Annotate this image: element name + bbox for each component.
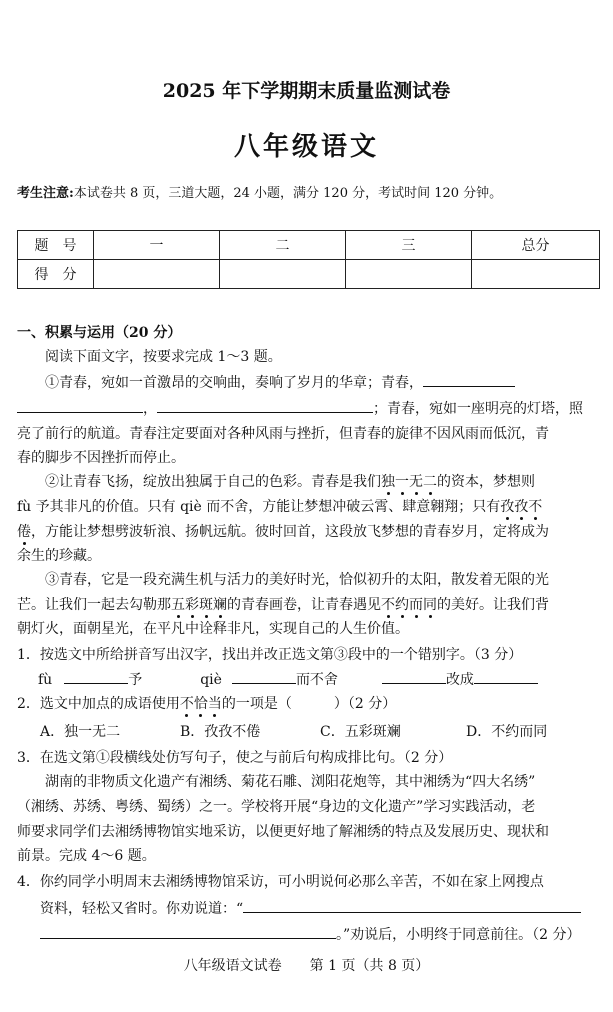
table-cell: 题 号 xyxy=(18,231,94,260)
table-cell: 三 xyxy=(346,231,472,260)
question-1-blanks xyxy=(38,669,538,690)
text-run: 芒。让我们一起去勾勒那 xyxy=(17,597,171,613)
option-d[interactable]: D．不约而同 xyxy=(466,724,548,740)
dotted-idiom xyxy=(17,524,31,540)
dotted-word xyxy=(180,696,222,712)
score-input-cell[interactable] xyxy=(472,260,600,289)
table-cell: 总分 xyxy=(472,231,600,260)
dotted-char: 独 xyxy=(381,474,395,490)
score-input-cell[interactable] xyxy=(346,260,472,289)
question-4: 4．你约同学小明周末去湘绣博物馆采访，可小明说何必那么辛苦，不如在家上网搜点 xyxy=(17,874,544,890)
dotted-char: 而 xyxy=(409,597,423,613)
paragraph-line xyxy=(17,522,549,542)
dotted-char: 彩 xyxy=(185,597,199,613)
option-a[interactable]: A．独一无二 xyxy=(40,724,121,740)
text-run: ，方能让梦想劈波斩浪、扬帆远航。彼时回首，这段放飞梦想的青春岁月，定将成为 xyxy=(31,524,549,540)
dotted-char: 斓 xyxy=(213,597,227,613)
dotted-char: 二 xyxy=(423,474,437,490)
text-run: 。”劝说后，小明终于同意前往。（2 分） xyxy=(336,927,581,943)
paragraph-line xyxy=(17,595,549,615)
dotted-char: 孜 xyxy=(500,499,515,515)
exam-title: 2025 年下学期期末质量监测试卷 xyxy=(162,80,451,102)
question-4-line xyxy=(40,924,581,945)
text-run: 资料，轻松又省时。你劝说道：“ xyxy=(40,901,244,917)
pinyin-label: fù xyxy=(38,672,53,688)
dotted-char: 当 xyxy=(207,696,222,712)
dotted-idiom xyxy=(381,474,437,490)
text-run: 的美好。让我们背 xyxy=(437,597,549,613)
table-cell: 二 xyxy=(220,231,346,260)
paragraph-line: 春的脚步不因挫折而停止。 xyxy=(17,450,185,466)
text-run: 2．选文中加点的成语使用 xyxy=(17,696,180,712)
paragraph-line: ③青春，它是一段充满生机与活力的美好时光，恰似初升的太阳，散发着无限的光 xyxy=(45,572,549,588)
answer-blank[interactable] xyxy=(474,669,538,684)
text-run: ；青春，宛如一座明亮的灯塔，照 xyxy=(373,401,583,417)
text-run: 改成 xyxy=(445,672,474,688)
paragraph-line xyxy=(45,472,535,492)
paragraph-line xyxy=(17,497,542,517)
question-4-line xyxy=(40,898,581,919)
text-run: fù 予其非凡的价值。只有 qiè 而不舍，方能让梦想冲破云霄、肆意翱翔；只有 xyxy=(17,499,501,515)
notice-label: 考生注意: xyxy=(17,186,74,201)
question-3: 3．在选文第①段横线处仿写句子，使之与前后句构成排比句。（2 分） xyxy=(17,750,453,766)
option-c[interactable]: C．五彩斑斓 xyxy=(320,724,401,740)
pinyin-label: qiè xyxy=(200,672,222,688)
option-b[interactable]: B．孜孜不倦 xyxy=(180,724,261,740)
answer-blank[interactable] xyxy=(40,924,336,939)
dotted-char: 孜 xyxy=(514,499,529,515)
paragraph-line: 亮了前行的航道。青春注定要面对各种风雨与挫折，但青春的旋律不因风雨而低沉，青 xyxy=(17,426,549,442)
paragraph-line: 余生的珍藏。 xyxy=(17,548,101,564)
question-1: 1．按选文中所给拼音写出汉字，找出并改正选文第③段中的一个错别字。（3 分） xyxy=(17,647,523,663)
dotted-idiom xyxy=(171,597,227,613)
answer-blank[interactable] xyxy=(64,669,128,684)
dotted-idiom xyxy=(500,499,542,515)
answer-blank[interactable] xyxy=(382,669,446,684)
dotted-char: 恰 xyxy=(193,696,208,712)
material-line: 师要求同学们去湘绣博物馆实地采访，以便更好地了解湘绣的特点及发展历史、现状和 xyxy=(17,824,549,840)
dotted-char: 不 xyxy=(381,597,395,613)
score-table-header-row xyxy=(18,231,600,260)
section-title: 一、积累与运用（20 分） xyxy=(17,325,182,341)
material-line: （湘绣、苏绣、粤绣、蜀绣）之一。学校将开展“身边的文化遗产”学习实践活动，老 xyxy=(17,799,536,815)
text-run: ①青春，宛如一首激昂的交响曲，奏响了岁月的华章；青春， xyxy=(45,375,423,391)
text-run: ， xyxy=(143,401,157,417)
text-run: 的青春画卷，让青春遇见 xyxy=(227,597,381,613)
dotted-char: 斑 xyxy=(199,597,213,613)
notice-text: 本试卷共 8 页，三道大题，24 小题，满分 120 分，考试时间 120 分钟。 xyxy=(73,186,503,201)
dotted-char: 同 xyxy=(423,597,437,613)
dotted-char: 倦 xyxy=(17,524,31,540)
score-table xyxy=(17,230,600,289)
paragraph-line: 朝灯火，面朝星光，在平凡中诠释非凡，实现自己的人生价值。 xyxy=(17,621,409,637)
exam-notice xyxy=(17,182,502,201)
text-run: ②让青春飞扬，绽放出独属于自己的色彩。青春是我们 xyxy=(45,474,381,490)
material-line: 湖南的非物质文化遗产有湘绣、菊花石雕、浏阳花炮等，其中湘绣为“四大名绣” xyxy=(45,774,536,790)
score-input-cell[interactable] xyxy=(94,260,220,289)
paragraph-line xyxy=(17,398,583,419)
subject-title: 八年级语文 xyxy=(233,132,379,162)
text-run: 的一项是（ ）（2 分） xyxy=(221,696,397,712)
dotted-char: 约 xyxy=(395,597,409,613)
answer-blank[interactable] xyxy=(17,398,143,413)
answer-blank[interactable] xyxy=(423,372,515,387)
table-cell: 一 xyxy=(94,231,220,260)
score-input-cell[interactable] xyxy=(220,260,346,289)
dotted-char: 不 xyxy=(179,696,194,712)
question-2 xyxy=(17,694,396,714)
dotted-idiom xyxy=(381,597,437,613)
text-run: 的资本，梦想则 xyxy=(437,474,535,490)
dotted-char: 无 xyxy=(409,474,423,490)
section-intro: 阅读下面文字，按要求完成 1～3 题。 xyxy=(45,349,282,365)
answer-blank[interactable] xyxy=(243,898,581,913)
score-table-score-row xyxy=(18,260,600,289)
paragraph-line xyxy=(45,372,515,393)
table-cell: 得 分 xyxy=(18,260,94,289)
page-footer: 八年级语文试卷 第 1 页（共 8 页） xyxy=(183,958,430,974)
material-line: 前景。完成 4～6 题。 xyxy=(17,848,156,864)
dotted-char: 不 xyxy=(528,499,543,515)
answer-blank[interactable] xyxy=(157,398,373,413)
dotted-char: 一 xyxy=(395,474,409,490)
dotted-char: 五 xyxy=(171,597,185,613)
text-run: 而不舍 xyxy=(295,672,338,688)
text-run: 予 xyxy=(128,672,143,688)
answer-blank[interactable] xyxy=(232,669,296,684)
